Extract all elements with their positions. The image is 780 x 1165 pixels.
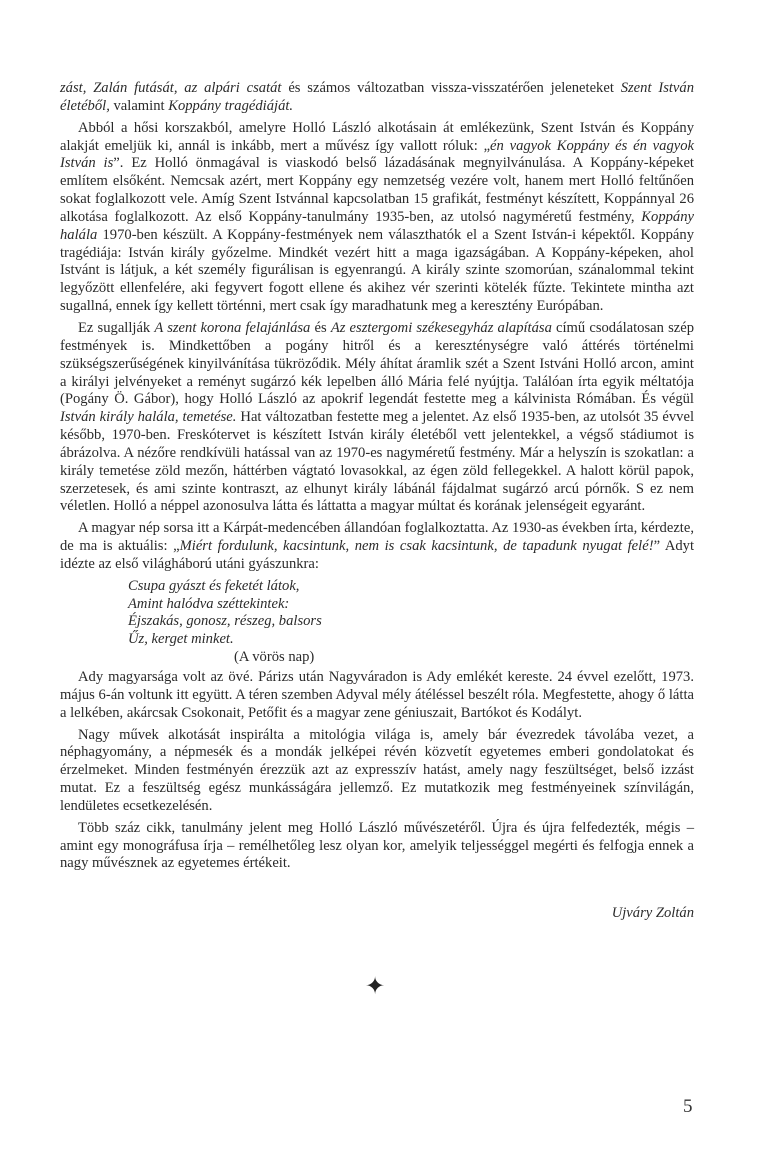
text-run: Több száz cikk, tanulmány jelent meg Holló László művészetéről. Újra és újra felfedezték, mégis – amint egy monográfusa írja – remélhetőleg lesz olyan kor, amelyik teljességgel megérti és felfogja ennek a nagy művésznek az egyetemes értékeit. — [60, 819, 694, 872]
poem-quote — [128, 578, 694, 649]
poem-source: (A vörös nap) — [234, 649, 315, 666]
italic-text: Miért fordulunk, kacsintunk, nem is csak kacsintunk, de tapadunk nyugat felé! — [179, 538, 654, 555]
paragraph — [60, 320, 694, 516]
text-run: című csodálatosan szép festmények is. Mindkettőben a pogány hitről és a kereszténységre való áttérés történelmi szükségszerűségének kinyilvánítása tükröződik. Mély áhítat áramlik szét a Szent Istváni Holló arcon, amint a királyi jelvényeket a reményt sugárzó kék lepelben álló Mária felé nyújtja. Találóan írta egyik méltatója (Pogány Ö. Gábor), hogy Holló László az apokrif legendát festette meg a kálvinista Rómában. És végül — [60, 319, 694, 408]
italic-text: István király halála, temetése. — [60, 409, 237, 426]
poem-line: Éjszakás, gonosz, részeg, balsors — [128, 613, 322, 630]
paragraph-group — [60, 669, 694, 873]
poem-line: Amint halódva széttekintek: — [128, 595, 290, 612]
italic-text: Koppány halála — [60, 208, 694, 243]
paragraph — [60, 120, 694, 316]
text-run: Nagy művek alkotását inspirálta a mitológia világa is, amely bár évezredek távolába vezet, a néphagyomány, a népmesék és a mondák jelképei révén közvetít egyetemes emberi gondolatokat és érzelmeket. Minden festményén érezzük azt az expresszív hatást, amely nagy feszültséget, belső izzást mutat. Ez a feszültség egész munkásságára jellemző. Ez mutatkozik meg festményeinek színvilágán, lendületes ecsetkezelésén. — [60, 726, 694, 814]
article-body — [60, 80, 694, 873]
poem-line: Űz, kerget minket. — [128, 631, 234, 648]
text-run: és — [310, 319, 331, 336]
italic-text: zást, Zalán futását, az alpári csatát — [60, 80, 282, 96]
text-run: és számos változatban vissza-visszatérően jeleneteket — [281, 80, 621, 96]
text-run: Hat változatban festette meg a jelentet. Az első 1935-ben, az utolsót 35 évvel később, 1970-ben. Freskótervet is készített István király életéből vett jelentekkel, a végső stádiumot is ábrázolva. A nézőre rendkívüli hatással van az 1970-es nagyméretű festmény. Már a helyszín is szokatlan: a király temetése zöld mezőn, háttérben vágtató lovasokkal, az égen zöld fellegekkel. A halott körül papok, szerzetesek, és ami szinte kontraszt, az elhunyt király lábánál fájdalmat sugárzó arcú pórnők. S ez nem véletlen. Holló a néppel azonosulva látta és láttatta a magyar múltat és korának jelenségeit egyaránt. — [60, 409, 695, 515]
author-signature: Ujváry Zoltán — [611, 905, 694, 921]
text-run: ” Adyt idézte az első világháború utáni gyászunkra: — [60, 538, 695, 572]
italic-text: én vagyok Koppány és én vagyok István is — [60, 137, 694, 172]
paragraph — [60, 80, 694, 116]
text-run: Ez sugallják — [78, 319, 155, 336]
italic-text: Szent István életéből, — [60, 80, 695, 114]
text-run: ”. Ez Holló önmagával is viaskodó belső lázadásának megnyilvánulása. A Koppány-képeket említem elsőként. Nemcsak azért, mert Koppány egy nemzetség vezére volt, hanem mert Holló feltűnően sokat foglalkozott vele. Amíg Szent Istvánnal kapcsolatban 15 grafikát, festményt készített, Koppánnyal 26 alkotása foglalkozott. Az első Koppány-tanulmány 1935-ben, az utolsó nagyméretű festmény, — [60, 155, 694, 225]
text-run: A magyar nép sorsa itt a Kárpát-medencében állandóan foglalkoztatta. Az 1930-as években írta, kérdezte, de ma is aktuális: „ — [60, 520, 694, 555]
italic-text: Koppány tragédiáját. — [168, 97, 294, 114]
paragraph — [60, 727, 694, 816]
text-run: Ady magyarsága volt az övé. Párizs után Nagyváradon is Ady emlékét kereste. 24 évvel ezelőtt, 1973. május 6-án voltunk itt együtt. A téren szemben Adyval mély átéléssel beszélt róla. Megfestette, ahogy ő látta a lelkében, akárcsak Csokonait, Petőfit és a magyar zene géniuszait, Bartókot és Kodályt. — [60, 669, 694, 721]
italic-text: A szent korona felajánlása — [154, 319, 311, 336]
text-run: Abból a hősi korszakból, amelyre Holló László alkotásain át emlékezünk, Szent István és Koppány alakját emeljük ki, annál is inkább, mert a művész így vallott róluk: „ — [60, 119, 694, 154]
paragraph — [60, 520, 694, 574]
text-run: 1970-ben készült. A Koppány-festmények nem választhatók el a Szent István-i képektől. Koppány tragédiája: István király győzelme. Mindkét vezért hitt a maga igazságában. A Koppány-képeken, ahol Istvánt is látjuk, a két személy figurálisan is egyenrangú. A király szinte szomorúan, szánalommal tekint legyőzött ellenfelére, aki fegyvert fogott ellene és akihez vér szerinti kötelék fűzte. Tekintete mintha azt sugallná, ennek így kellett történni, mert csak így maradhatunk meg a keresztény Európában. — [60, 226, 694, 315]
poem-lines — [128, 578, 694, 649]
poem-line: Csupa gyászt és feketét látok, — [128, 577, 300, 594]
paragraph-group — [60, 80, 694, 574]
ornament-icon: ✦ — [365, 974, 386, 1000]
paragraph — [60, 820, 694, 874]
page-number: 5 — [683, 1096, 693, 1117]
italic-text: Az esztergomi székesegyház alapítása — [330, 319, 552, 336]
text-run: valamint — [109, 97, 169, 114]
paragraph — [60, 669, 694, 723]
